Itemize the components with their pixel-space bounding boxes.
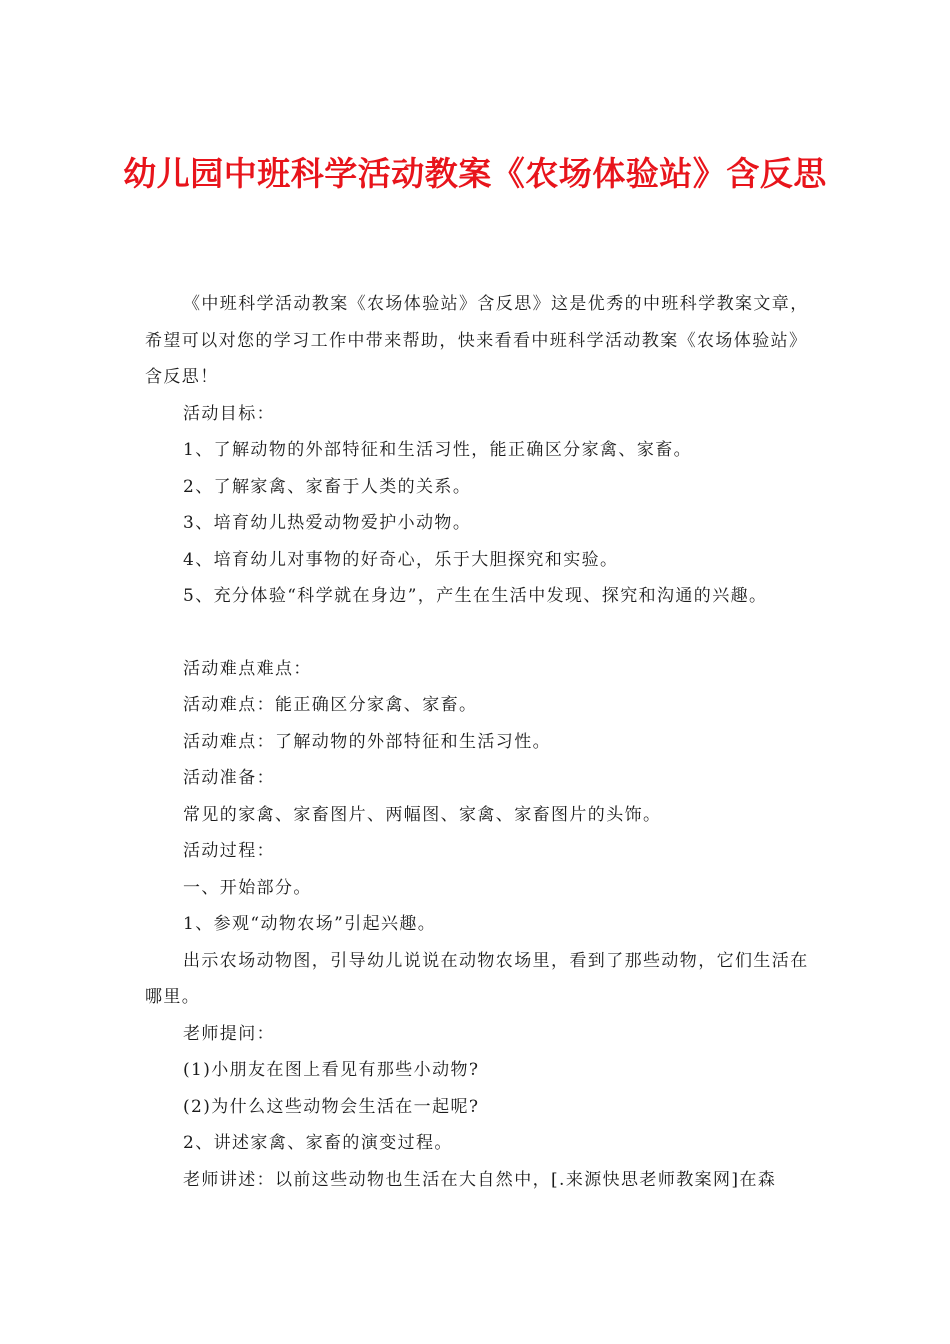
paragraph-question-2: (2)为什么这些动物会生活在一起呢? <box>183 1096 480 1117</box>
paragraph-question-1: (1)小朋友在图上看见有那些小动物? <box>183 1060 480 1080</box>
paragraph-goal-1: 1、了解动物的外部特征和生活习性，能正确区分家禽、家畜。 <box>183 440 693 460</box>
paragraph-goals-heading: 活动目标： <box>183 403 275 424</box>
paragraph-goal-5: 5、充分体验“科学就在身边”，产生在生活中发现、探究和沟通的兴趣。 <box>183 586 768 606</box>
document-title: 幼儿园中班科学活动教案《农场体验站》含反思 <box>123 154 827 193</box>
paragraph-difficulty-heading: 活动难点难点： <box>183 658 312 679</box>
paragraph-prep: 常见的家禽、家畜图片、两幅图、家禽、家畜图片的头饰。 <box>183 804 662 825</box>
paragraph-step-1: 1、参观“动物农场”引起兴趣。 <box>183 914 437 934</box>
paragraph-difficulty-2: 活动难点：了解动物的外部特征和生活习性。 <box>183 731 551 752</box>
paragraph-step-2: 2、讲述家禽、家畜的演变过程。 <box>183 1133 453 1153</box>
paragraph-teacher-narration: 老师讲述：以前这些动物也生活在大自然中，[.来源快思老师教案网]在森 <box>183 1169 777 1190</box>
paragraph-goal-3: 3、培育幼儿热爱动物爱护小动物。 <box>183 513 472 533</box>
paragraph-part-1: 一、开始部分。 <box>183 877 312 898</box>
document-body <box>145 286 809 1198</box>
paragraph-intro: 《中班科学活动教案《农场体验站》含反思》这是优秀的中班科学教案文章，希望可以对您的学习工作中带来帮助，快来看看中班科学活动教案《农场体验站》含反思！ <box>145 294 809 387</box>
paragraph-goal-2: 2、了解家禽、家畜于人类的关系。 <box>183 476 472 497</box>
paragraph-goal-4: 4、培育幼儿对事物的好奇心，乐于大胆探究和实验。 <box>183 549 619 570</box>
paragraph-prep-heading: 活动准备： <box>183 768 275 788</box>
paragraph-process-heading: 活动过程： <box>183 841 275 861</box>
paragraph-show-farm: 出示农场动物图，引导幼儿说说在动物农场里，看到了那些动物，它们生活在哪里。 <box>145 950 809 1007</box>
paragraph-difficulty-1: 活动难点：能正确区分家禽、家畜。 <box>183 695 478 715</box>
paragraph-teacher-question: 老师提问： <box>183 1023 275 1044</box>
